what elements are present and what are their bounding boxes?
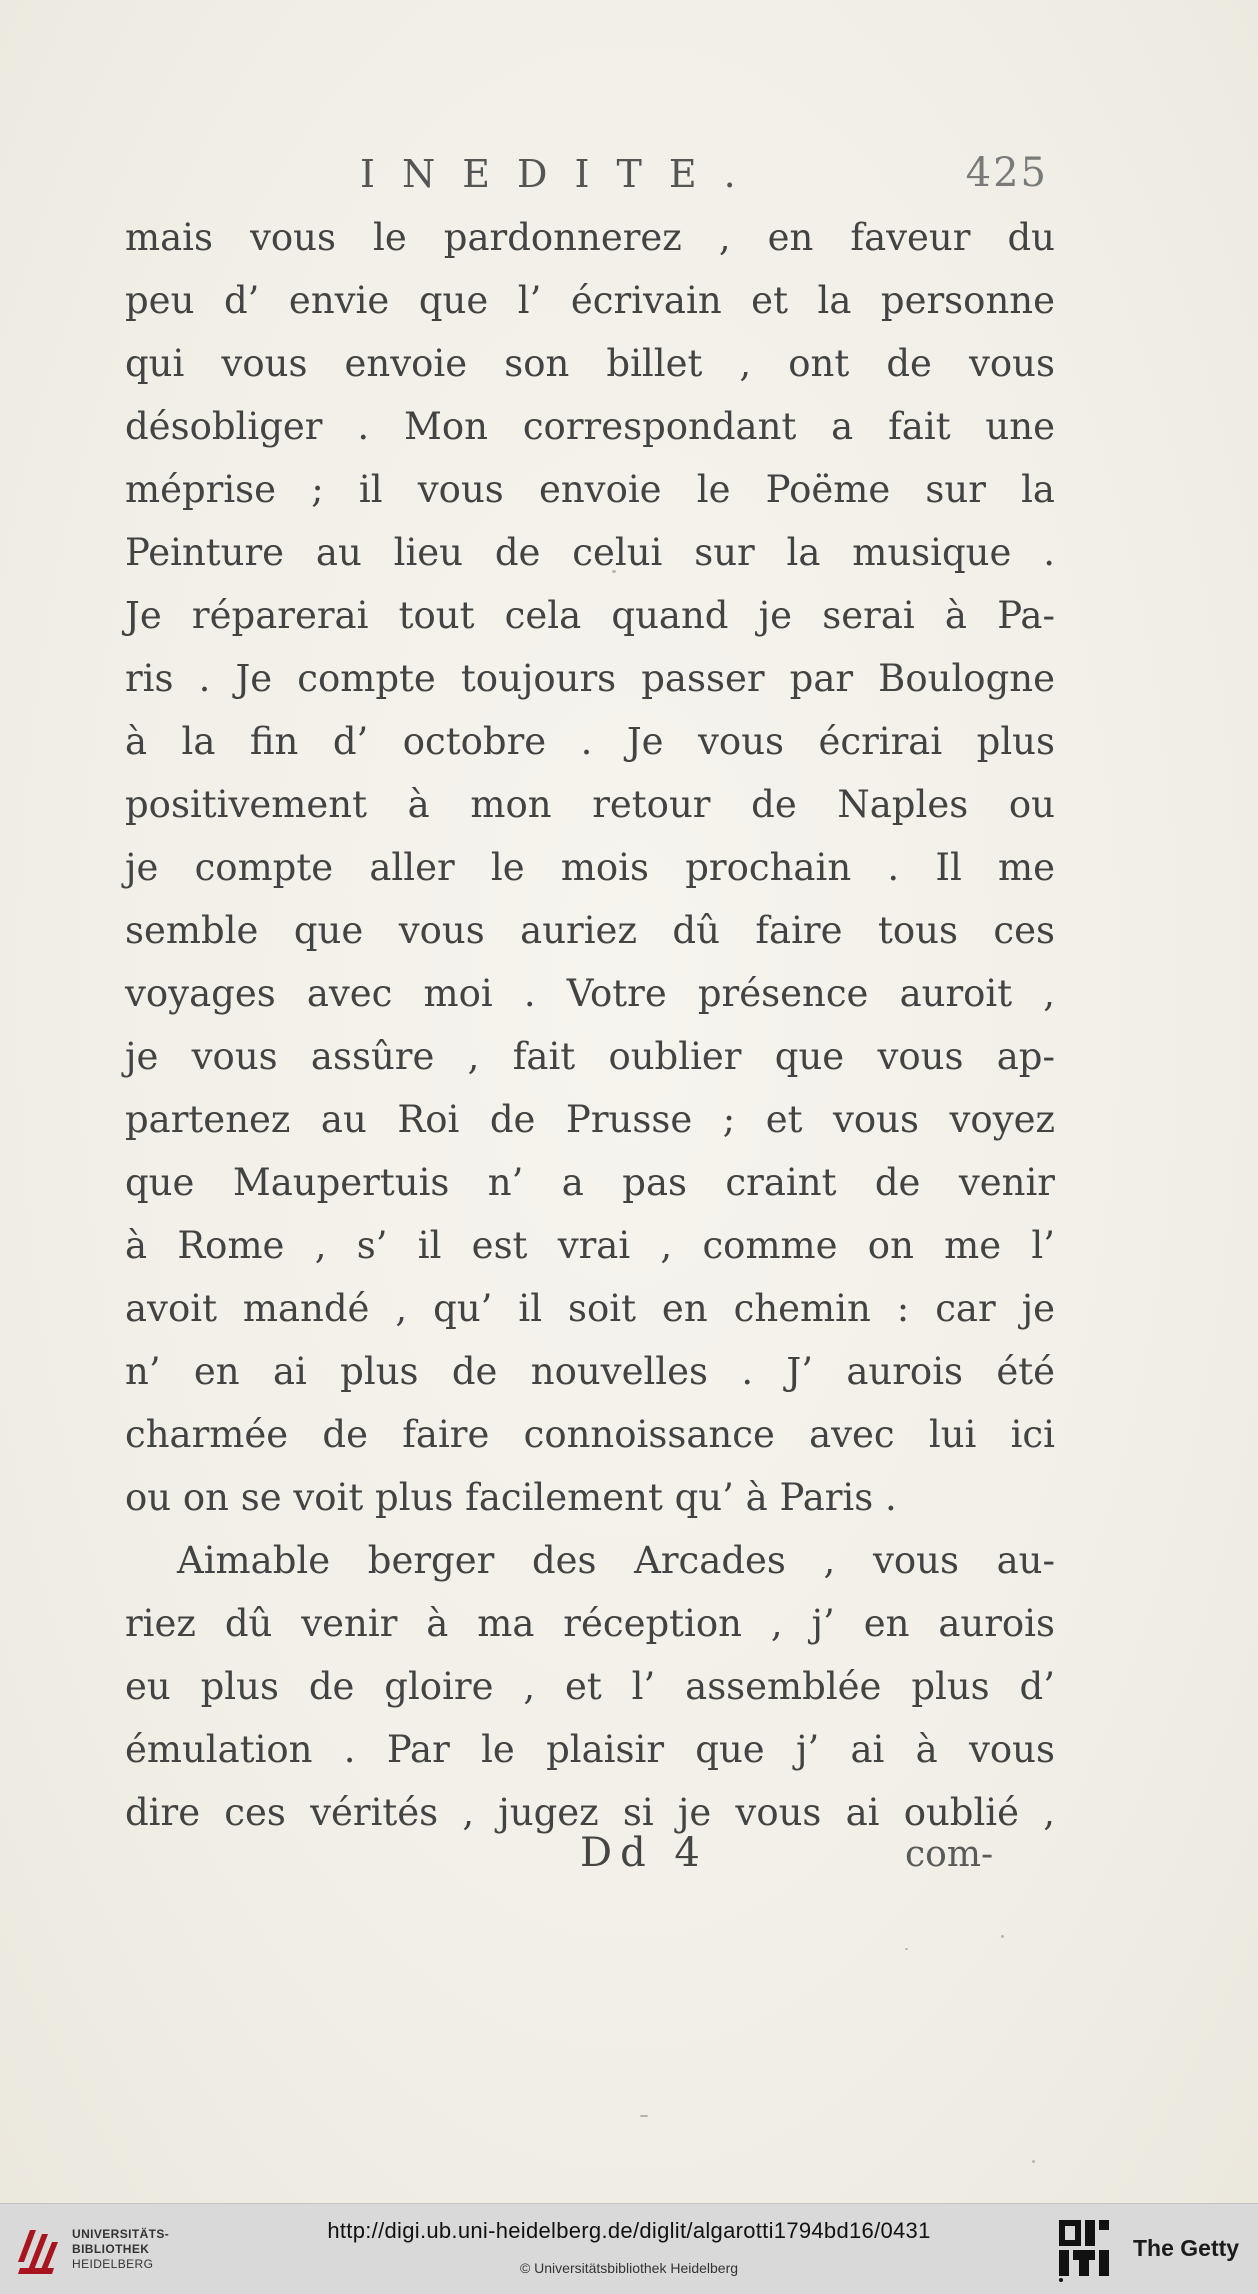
text-line: mais vous le pardonnerez , en faveur du [125,216,1055,259]
text-line: riez dû venir à ma réception , j’ en aurois [125,1602,1055,1645]
paragraph-start-line: Aimable berger des Arcades , vous au- [177,1539,1055,1582]
text-line: dire ces vérités , jugez si je vous ai oublié , [125,1791,1055,1834]
text-line: désobliger . Mon correspondant a fait une [125,405,1055,448]
text-line: Peinture au lieu de celui sur la musique . [125,531,1055,574]
text-line: eu plus de gloire , et l’ assemblée plus d’ [125,1665,1055,1708]
text-line: je compte aller le mois prochain . Il me [125,846,1055,889]
library-line: UNIVERSITÄTS- [72,2227,170,2241]
signature-mark: Dd 4 [580,1830,708,1876]
text-line: émulation . Par le plaisir que j’ ai à vous [125,1728,1055,1771]
text-line: à Rome , s’ il est vrai , comme on me l’ [125,1224,1055,1267]
body-text [125,206,1055,1844]
library-line: HEIDELBERG [72,2257,154,2271]
page-number: 425 [965,150,1048,196]
permalink-url[interactable]: http://digi.ub.uni-heidelberg.de/diglit/algarotti1794bd16/0431 [327,2218,931,2243]
getty-label: The Getty [1133,2235,1240,2261]
getty-logo-icon [1055,2218,1113,2284]
library-line: BIBLIOTHEK [72,2242,150,2256]
text-line: à la fin d’ octobre . Je vous écrirai plus [125,720,1055,763]
text-line: peu d’ envie que l’ écrivain et la personne [125,279,1055,322]
text-line: semble que vous auriez dû faire tous ces [125,909,1055,952]
running-title: INEDITE. [360,152,763,196]
copyright-notice: © Universitätsbibliothek Heidelberg [519,2260,739,2276]
text-line: ris . Je compte toujours passer par Boulogne [125,657,1055,700]
text-line: partenez au Roi de Prusse ; et vous voyez [125,1098,1055,1141]
text-line: n’ en ai plus de nouvelles . J’ aurois été [125,1350,1055,1393]
text-line: qui vous envoie son billet , ont de vous [125,342,1055,385]
text-line: positivement à mon retour de Naples ou [125,783,1055,826]
text-line: que Maupertuis n’ a pas craint de venir [125,1161,1055,1204]
text-line: voyages avec moi . Votre présence auroit , [125,972,1055,1015]
text-line: avoit mandé , qu’ il soit en chemin : car je [125,1287,1055,1330]
catchword: com- [905,1834,994,1875]
text-line: ou on se voit plus facilement qu’ à Paris . [125,1476,897,1519]
footer-bar [0,2203,1258,2294]
running-head [120,150,1060,206]
text-line: charmée de faire connoissance avec lui ici [125,1413,1055,1456]
text-line: Je réparerai tout cela quand je serai à Pa- [125,594,1055,637]
text-line: je vous assûre , fait oublier que vous ap- [125,1035,1055,1078]
text-line: méprise ; il vous envoie le Poëme sur la [125,468,1055,511]
signature-line [125,1830,1055,1890]
